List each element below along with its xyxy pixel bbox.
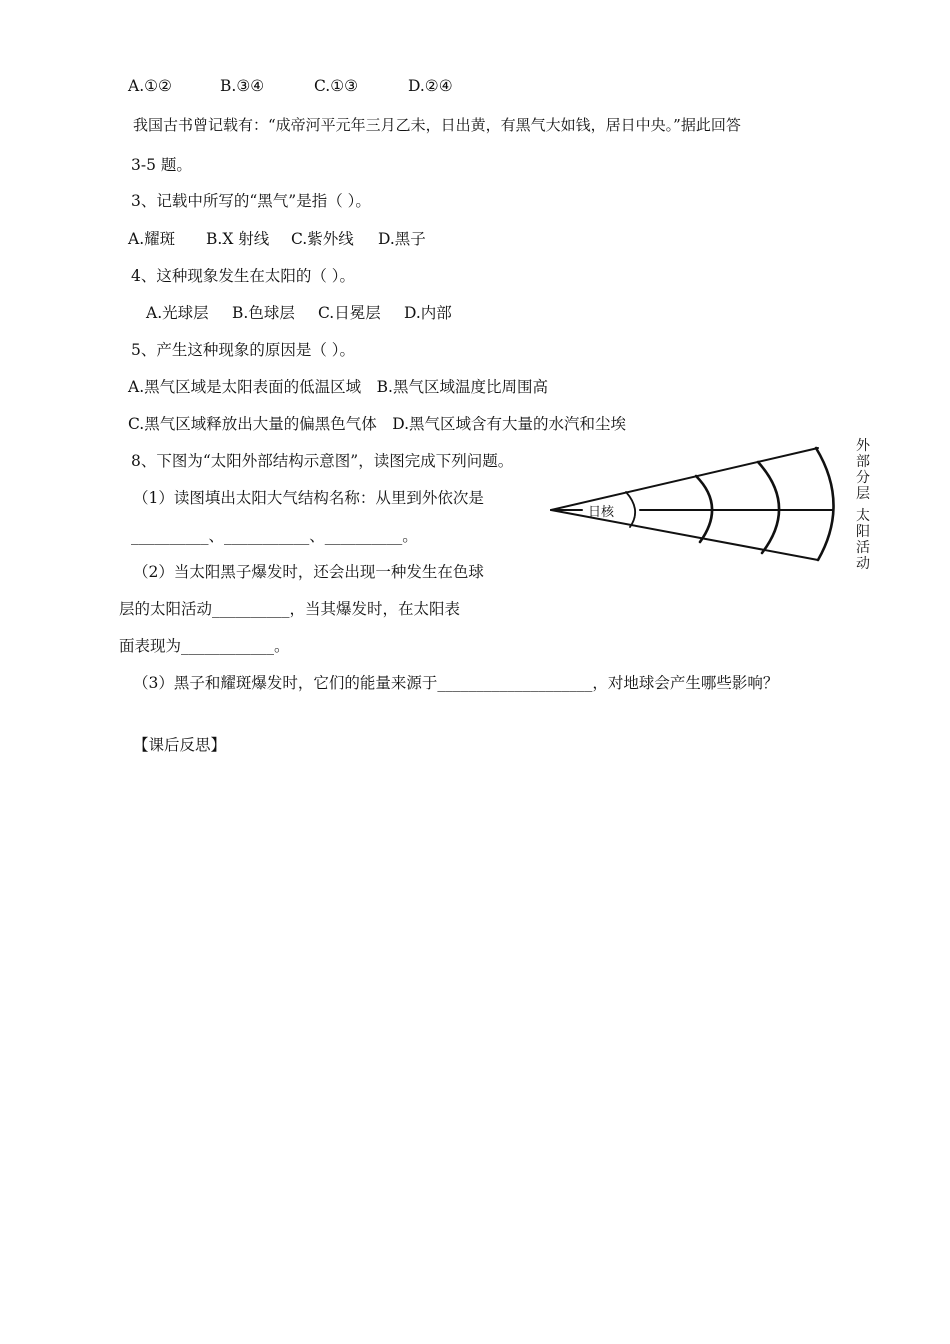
diagram-layer-arc-corona (816, 448, 834, 560)
q4-stem: 4、这种现象发生在太阳的（ ）。 (131, 267, 356, 285)
sun-structure-diagram (548, 436, 878, 571)
q2-option-d: D.②④ (408, 77, 453, 95)
reflection-heading: 【课后反思】 (133, 736, 227, 754)
q3-stem: 3、记载中所写的“黑气”是指（ ）。 (131, 192, 371, 210)
q2-options (128, 76, 453, 96)
q2-option-a: A.①② (128, 77, 172, 95)
diagram-core-arc (626, 492, 635, 527)
sun-structure-svg (548, 436, 878, 571)
q4-option-d: D.内部 (404, 304, 452, 322)
q5-options-row2: C.黑气区域释放出大量的偏黑色气体 D.黑气区域含有大量的水汽和尘埃 (128, 415, 627, 433)
q8-part2-line3: 面表现为____________。 (119, 637, 290, 655)
q8-part2-line2: 层的太阳活动__________，当其爆发时，在太阳表 (119, 600, 461, 618)
q2-option-b: B.③④ (220, 77, 265, 95)
q4-option-b: B.色球层 (232, 304, 295, 322)
q8-part2-line1: （2）当太阳黑子爆发时，还会出现一种发生在色球 (133, 563, 484, 581)
q8-part1-line1: （1）读图填出太阳大气结构名称：从里到外依次是 (133, 489, 484, 507)
q3-option-c: C.紫外线 (291, 230, 354, 248)
q2-option-c: C.①③ (314, 77, 359, 95)
diagram-layer-arc-chromosphere (758, 462, 779, 553)
diagram-core-label: 日核 (588, 505, 615, 520)
q3-option-d: D.黑子 (378, 230, 426, 248)
q4-option-a: A.光球层 (146, 304, 209, 322)
q8-stem: 8、下图为“太阳外部结构示意图”，读图完成下列问题。 (131, 452, 514, 470)
q4-options (146, 303, 452, 323)
intro-text-line2: 3-5 题。 (131, 156, 192, 174)
q3-options (128, 229, 426, 249)
diagram-label-outer-layers: 外部分层 (856, 438, 870, 502)
diagram-label-solar-activity: 太阳活动 (856, 508, 870, 572)
q4-option-c: C.日冕层 (318, 304, 381, 322)
q8-part3: （3）黑子和耀斑爆发时，它们的能量来源于____________________，对地球会产生哪些影响？ (133, 674, 779, 692)
intro-text-line1: 我国古书曾记载有：“成帝河平元年三月乙未，日出黄，有黑气大如钱，居日中央。”据此回答 (133, 116, 741, 134)
q5-options-row1: A.黑气区域是太阳表面的低温区域 B.黑气区域温度比周围高 (128, 378, 548, 396)
q8-part1-blanks: __________、___________、__________。 (131, 527, 418, 545)
q3-option-b: B.X 射线 (206, 230, 270, 248)
q5-stem: 5、产生这种现象的原因是（ ）。 (131, 341, 356, 359)
q3-option-a: A.耀斑 (128, 230, 176, 248)
